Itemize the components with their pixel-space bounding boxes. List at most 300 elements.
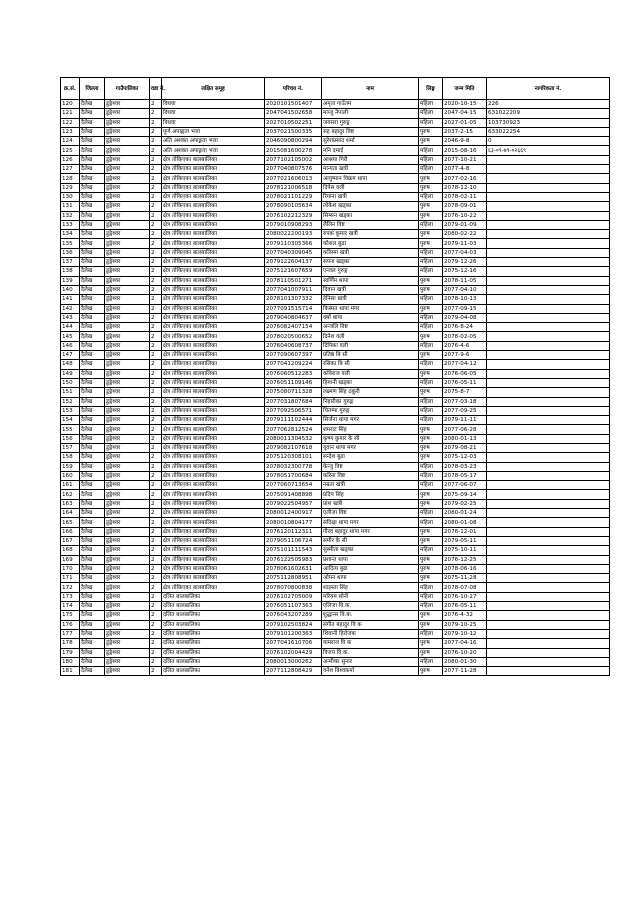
cell-serial-number: 174 — [61, 602, 80, 611]
cell-municipality: डुङ्गेश्वर — [105, 369, 150, 378]
cell-target-group: क्षेत्र तोकिएका बालबालिका — [162, 564, 265, 573]
cell-birth-date: 2015-08-16 — [443, 146, 487, 155]
cell-serial-number: 140 — [61, 285, 80, 294]
cell-citizenship-number — [487, 285, 610, 294]
cell-ward-number: 2 — [150, 629, 162, 638]
cell-id-number: 2075091408898 — [265, 490, 322, 499]
cell-birth-date: 2077-04-03 — [443, 248, 487, 257]
cell-id-number: 2079010908293 — [265, 220, 322, 229]
cell-district: दैलेख — [80, 369, 105, 378]
cell-serial-number: 120 — [61, 100, 80, 109]
cell-name: यामराज वि क — [322, 639, 419, 648]
header-district: जिल्ला — [80, 78, 105, 100]
cell-target-group: क्षेत्र तोकिएका बालबालिका — [162, 397, 265, 406]
cell-id-number: 2076040608737 — [265, 341, 322, 350]
cell-birth-date: 2075-8-7 — [443, 388, 487, 397]
cell-target-group: क्षेत्र तोकिएका बालबालिका — [162, 425, 265, 434]
table-row — [61, 481, 610, 490]
cell-gender: पुरुष — [419, 351, 443, 360]
table-row — [61, 341, 610, 350]
cell-id-number: 2078032300778 — [265, 462, 322, 471]
cell-serial-number: 127 — [61, 165, 80, 174]
table-row — [61, 211, 610, 220]
cell-gender: पुरुष — [419, 564, 443, 573]
cell-district: दैलेख — [80, 490, 105, 499]
cell-district: दैलेख — [80, 443, 105, 452]
cell-id-number: 2076102004429 — [265, 648, 322, 657]
cell-id-number: 2079110305366 — [265, 239, 322, 248]
cell-gender: महिला — [419, 165, 443, 174]
cell-municipality: डुङ्गेश्वर — [105, 602, 150, 611]
cell-citizenship-number — [487, 425, 610, 434]
cell-district: दैलेख — [80, 165, 105, 174]
cell-name: लक्ष्मण सिंह ठकुरी — [322, 388, 419, 397]
cell-ward-number: 2 — [150, 313, 162, 322]
cell-target-group: क्षेत्र तोकिएका बालबालिका — [162, 536, 265, 545]
cell-ward-number: 2 — [150, 378, 162, 387]
cell-gender: महिला — [419, 397, 443, 406]
cell-citizenship-number — [487, 406, 610, 415]
cell-citizenship-number — [487, 155, 610, 164]
table-row — [61, 276, 610, 285]
cell-birth-date: 2076-4-32 — [443, 611, 487, 620]
cell-ward-number: 2 — [150, 239, 162, 248]
cell-serial-number: 137 — [61, 258, 80, 267]
cell-id-number: 2078061602631 — [265, 564, 322, 573]
table-row — [61, 620, 610, 629]
cell-serial-number: 156 — [61, 434, 80, 443]
cell-gender: महिला — [419, 248, 443, 257]
cell-serial-number: 122 — [61, 118, 80, 127]
cell-citizenship-number — [487, 518, 610, 527]
cell-target-group: क्षेत्र तोकिएका बालबालिका — [162, 155, 265, 164]
cell-id-number: 2077060713654 — [265, 481, 322, 490]
cell-id-number: 2080022200193 — [265, 230, 322, 239]
cell-birth-date: 2079-11-11 — [443, 416, 487, 425]
cell-birth-date: 2078-02-11 — [443, 192, 487, 201]
cell-id-number: 2080010804177 — [265, 518, 322, 527]
cell-ward-number: 2 — [150, 536, 162, 545]
cell-citizenship-number — [487, 276, 610, 285]
cell-birth-date: 2027-01-05 — [443, 118, 487, 127]
cell-target-group: पूर्ण अपाङ्गता भत्ता — [162, 127, 265, 136]
cell-district: दैलेख — [80, 406, 105, 415]
cell-municipality: डुङ्गेश्वर — [105, 239, 150, 248]
cell-target-group: दलित बालबालिका — [162, 602, 265, 611]
cell-birth-date: 2077-03-18 — [443, 397, 487, 406]
cell-district: दैलेख — [80, 509, 105, 518]
cell-target-group: विधवा — [162, 118, 265, 127]
cell-birth-date: 2077-4-8 — [443, 165, 487, 174]
cell-ward-number: 2 — [150, 388, 162, 397]
cell-serial-number: 134 — [61, 230, 80, 239]
table-row — [61, 100, 610, 109]
cell-ward-number: 2 — [150, 183, 162, 192]
cell-name: आयुष्मान विक्रम थापा — [322, 174, 419, 183]
cell-name: प्रदिप सिंह — [322, 490, 419, 499]
cell-gender: पुरुष — [419, 434, 443, 443]
cell-ward-number: 2 — [150, 602, 162, 611]
table-row — [61, 248, 610, 257]
cell-serial-number: 147 — [61, 351, 80, 360]
cell-gender: पुरुष — [419, 443, 443, 452]
cell-target-group: क्षेत्र तोकिएका बालबालिका — [162, 443, 265, 452]
cell-ward-number: 2 — [150, 304, 162, 313]
cell-id-number: 2076122505983 — [265, 555, 322, 564]
cell-citizenship-number — [487, 211, 610, 220]
cell-gender: महिला — [419, 118, 443, 127]
cell-id-number: 2047041502658 — [265, 109, 322, 118]
cell-serial-number: 152 — [61, 397, 80, 406]
cell-birth-date: 2079-10-25 — [443, 620, 487, 629]
cell-name: कौशल बुढा — [322, 239, 419, 248]
cell-birth-date: 2078-09-01 — [443, 202, 487, 211]
cell-ward-number: 2 — [150, 425, 162, 434]
cell-id-number: 2077062812524 — [265, 425, 322, 434]
cell-name: युवान थापा मगर — [322, 443, 419, 452]
cell-target-group: क्षेत्र तोकिएका बालबालिका — [162, 332, 265, 341]
cell-target-group: क्षेत्र तोकिएका बालबालिका — [162, 574, 265, 583]
table-row — [61, 536, 610, 545]
cell-birth-date: 2080-01-13 — [443, 434, 487, 443]
cell-target-group: क्षेत्र तोकिएका बालबालिका — [162, 295, 265, 304]
cell-id-number: 2078110501271 — [265, 276, 322, 285]
cell-citizenship-number — [487, 648, 610, 657]
cell-name: अन्मीका सुनार — [322, 657, 419, 666]
cell-district: दैलेख — [80, 118, 105, 127]
cell-name: वर्षा थापा — [322, 313, 419, 322]
cell-citizenship-number — [487, 620, 610, 629]
cell-id-number: 2078121006518 — [265, 183, 322, 192]
table-row — [61, 499, 610, 508]
cell-birth-date: 2080-01-30 — [443, 657, 487, 666]
cell-target-group: क्षेत्र तोकिएका बालबालिका — [162, 258, 265, 267]
cell-district: दैलेख — [80, 137, 105, 146]
cell-id-number: 2077102105002 — [265, 155, 322, 164]
cell-citizenship-number — [487, 267, 610, 276]
cell-id-number: 2080011304532 — [265, 434, 322, 443]
cell-citizenship-number: ६३-०९-७९-०२६६९ — [487, 146, 610, 155]
cell-gender: पुरुष — [419, 211, 443, 220]
cell-municipality: डुङ्गेश्वर — [105, 202, 150, 211]
cell-name: दिनेश वली — [322, 332, 419, 341]
cell-name: केन्जु विष्ट — [322, 462, 419, 471]
cell-id-number: 2079111102444 — [265, 416, 322, 425]
cell-name: लोकेश खड्का — [322, 202, 419, 211]
cell-district: दैलेख — [80, 518, 105, 527]
cell-id-number: 2079051106724 — [265, 536, 322, 545]
cell-ward-number: 2 — [150, 667, 162, 676]
cell-citizenship-number — [487, 629, 610, 638]
cell-district: दैलेख — [80, 248, 105, 257]
cell-name: नम्रता खत्री — [322, 481, 419, 490]
cell-citizenship-number — [487, 453, 610, 462]
cell-birth-date: 2078-12-10 — [443, 183, 487, 192]
cell-serial-number: 167 — [61, 536, 80, 545]
cell-district: दैलेख — [80, 155, 105, 164]
cell-birth-date: 2075-12-16 — [443, 267, 487, 276]
cell-target-group: दलित बालबालिका — [162, 657, 265, 666]
cell-id-number: 2076120112311 — [265, 527, 322, 536]
cell-district: दैलेख — [80, 276, 105, 285]
cell-citizenship-number: 631022209 — [487, 109, 610, 118]
table-row — [61, 155, 610, 164]
cell-district: दैलेख — [80, 434, 105, 443]
cell-gender: पुरुष — [419, 174, 443, 183]
cell-target-group: दलित बालबालिका — [162, 611, 265, 620]
cell-district: दैलेख — [80, 536, 105, 545]
header-municipality: गाउँपालिका — [105, 78, 150, 100]
cell-ward-number: 2 — [150, 490, 162, 499]
cell-name: रुपक कुमार खत्री — [322, 230, 419, 239]
cell-citizenship-number — [487, 499, 610, 508]
table-row — [61, 127, 610, 136]
cell-ward-number: 2 — [150, 248, 162, 257]
cell-birth-date: 2076-10-27 — [443, 592, 487, 601]
cell-name: रसिका बि सी — [322, 360, 419, 369]
cell-id-number: 2078101307332 — [265, 295, 322, 304]
cell-serial-number: 161 — [61, 481, 80, 490]
cell-gender: महिला — [419, 100, 443, 109]
table-row — [61, 397, 610, 406]
cell-district: दैलेख — [80, 351, 105, 360]
cell-name: हिमानी खड्का — [322, 378, 419, 387]
cell-name: ओमन थापा — [322, 574, 419, 583]
table-row — [61, 574, 610, 583]
cell-ward-number: 2 — [150, 481, 162, 490]
cell-gender: पुरुष — [419, 611, 443, 620]
cell-id-number: 2078020500652 — [265, 332, 322, 341]
table-row — [61, 443, 610, 452]
cell-birth-date: 2079-02-25 — [443, 499, 487, 508]
cell-municipality: डुङ्गेश्वर — [105, 100, 150, 109]
cell-gender: महिला — [419, 192, 443, 201]
cell-citizenship-number — [487, 509, 610, 518]
cell-name: शिवानी हिरोजक — [322, 629, 419, 638]
table-row — [61, 657, 610, 666]
cell-district: दैलेख — [80, 146, 105, 155]
cell-serial-number: 131 — [61, 202, 80, 211]
cell-serial-number: 169 — [61, 555, 80, 564]
cell-id-number: 2076102705009 — [265, 592, 322, 601]
cell-id-number: 2079102503824 — [265, 620, 322, 629]
table-row — [61, 239, 610, 248]
cell-municipality: डुङ्गेश्वर — [105, 518, 150, 527]
table-row — [61, 388, 610, 397]
cell-target-group: क्षेत्र तोकिएका बालबालिका — [162, 518, 265, 527]
cell-municipality: डुङ्गेश्वर — [105, 165, 150, 174]
cell-target-group: क्षेत्र तोकिएका बालबालिका — [162, 220, 265, 229]
cell-target-group: क्षेत्र तोकिएका बालबालिका — [162, 546, 265, 555]
cell-ward-number: 2 — [150, 332, 162, 341]
cell-municipality: डुङ्गेश्वर — [105, 285, 150, 294]
cell-ward-number: 2 — [150, 564, 162, 573]
table-body — [61, 100, 610, 676]
cell-district: दैलेख — [80, 378, 105, 387]
cell-citizenship-number — [487, 462, 610, 471]
cell-gender: पुरुष — [419, 667, 443, 676]
cell-target-group: क्षेत्र तोकिएका बालबालिका — [162, 276, 265, 285]
cell-ward-number: 2 — [150, 527, 162, 536]
table-row — [61, 351, 610, 360]
cell-citizenship-number — [487, 602, 610, 611]
cell-district: दैलेख — [80, 295, 105, 304]
cell-birth-date: 2079-10-12 — [443, 629, 487, 638]
table-row — [61, 109, 610, 118]
cell-ward-number: 2 — [150, 323, 162, 332]
cell-birth-date: 2080-01-24 — [443, 509, 487, 518]
cell-serial-number: 144 — [61, 323, 80, 332]
cell-target-group: क्षेत्र तोकिएका बालबालिका — [162, 527, 265, 536]
cell-id-number: 2079040804637 — [265, 313, 322, 322]
table-row — [61, 295, 610, 304]
cell-serial-number: 150 — [61, 378, 80, 387]
table-row — [61, 258, 610, 267]
cell-id-number: 2079122604137 — [265, 258, 322, 267]
cell-birth-date: 2077-09-25 — [443, 406, 487, 415]
cell-serial-number: 180 — [61, 657, 80, 666]
cell-district: दैलेख — [80, 453, 105, 462]
cell-municipality: डुङ्गेश्वर — [105, 211, 150, 220]
cell-birth-date: 2079-05-11 — [443, 536, 487, 545]
table-row — [61, 490, 610, 499]
cell-id-number: 2079022504957 — [265, 499, 322, 508]
cell-birth-date: 2076-10-22 — [443, 211, 487, 220]
cell-target-group: क्षेत्र तोकिएका बालबालिका — [162, 490, 265, 499]
header-gender: लिङ्ग — [419, 78, 443, 100]
cell-birth-date: 2078-06-16 — [443, 564, 487, 573]
cell-name: आदित्य बुढा — [322, 564, 419, 573]
cell-name: संगीत बहादुर वि क — [322, 620, 419, 629]
cell-name: विजय वि.क. — [322, 648, 419, 657]
table-row — [61, 527, 610, 536]
cell-id-number: 2046090800294 — [265, 137, 322, 146]
cell-name: समीर के सी — [322, 536, 419, 545]
cell-birth-date: 2047-04-15 — [443, 109, 487, 118]
cell-birth-date: 2037-2-15 — [443, 127, 487, 136]
cell-municipality: डुङ्गेश्वर — [105, 267, 150, 276]
cell-id-number: 2076051107363 — [265, 602, 322, 611]
cell-birth-date: 2079-01-09 — [443, 220, 487, 229]
cell-gender: महिला — [419, 462, 443, 471]
cell-ward-number: 2 — [150, 574, 162, 583]
cell-id-number: 2075121607659 — [265, 267, 322, 276]
cell-name: सन्देश बुढा — [322, 453, 419, 462]
table-row — [61, 434, 610, 443]
cell-citizenship-number — [487, 202, 610, 211]
cell-ward-number: 2 — [150, 657, 162, 666]
cell-target-group: क्षेत्र तोकिएका बालबालिका — [162, 453, 265, 462]
cell-municipality: डुङ्गेश्वर — [105, 536, 150, 545]
cell-birth-date: 2077-11-28 — [443, 667, 487, 676]
cell-district: दैलेख — [80, 639, 105, 648]
cell-municipality: डुङ्गेश्वर — [105, 397, 150, 406]
table-row — [61, 267, 610, 276]
cell-municipality: डुङ्गेश्वर — [105, 304, 150, 313]
cell-municipality: डुङ्गेश्वर — [105, 341, 150, 350]
cell-target-group: क्षेत्र तोकिएका बालबालिका — [162, 313, 265, 322]
cell-serial-number: 121 — [61, 109, 80, 118]
cell-ward-number: 2 — [150, 416, 162, 425]
cell-municipality: डुङ्गेश्वर — [105, 313, 150, 322]
cell-target-group: क्षेत्र तोकिएका बालबालिका — [162, 192, 265, 201]
cell-id-number: 2076060512283 — [265, 369, 322, 378]
cell-serial-number: 175 — [61, 611, 80, 620]
cell-serial-number: 168 — [61, 546, 80, 555]
cell-serial-number: 135 — [61, 239, 80, 248]
cell-serial-number: 181 — [61, 667, 80, 676]
cell-name: यनेश विश्वकर्मा — [322, 667, 419, 676]
cell-target-group: क्षेत्र तोकिएका बालबालिका — [162, 341, 265, 350]
cell-gender: पुरुष — [419, 137, 443, 146]
cell-name: दिपेस वली — [322, 183, 419, 192]
cell-municipality: डुङ्गेश्वर — [105, 527, 150, 536]
cell-target-group: विधवा — [162, 100, 265, 109]
table-row — [61, 602, 610, 611]
cell-name: आश्रया गिरी — [322, 155, 419, 164]
cell-gender: पुरुष — [419, 648, 443, 657]
cell-gender: महिला — [419, 155, 443, 164]
cell-ward-number: 2 — [150, 397, 162, 406]
cell-district: दैलेख — [80, 323, 105, 332]
cell-target-group: क्षेत्र तोकिएका बालबालिका — [162, 416, 265, 425]
cell-ward-number: 2 — [150, 434, 162, 443]
cell-ward-number: 2 — [150, 220, 162, 229]
cell-municipality: डुङ्गेश्वर — [105, 574, 150, 583]
cell-name: मञ्जु नेपाली — [322, 109, 419, 118]
cell-target-group: क्षेत्र तोकिएका बालबालिका — [162, 202, 265, 211]
cell-municipality: डुङ्गेश्वर — [105, 351, 150, 360]
cell-id-number: 2077112808429 — [265, 667, 322, 676]
table-row — [61, 416, 610, 425]
cell-id-number: 2079101200363 — [265, 629, 322, 638]
cell-birth-date: 2076-12-01 — [443, 527, 487, 536]
cell-citizenship-number — [487, 397, 610, 406]
cell-id-number: 2077040807576 — [265, 165, 322, 174]
cell-district: दैलेख — [80, 416, 105, 425]
cell-citizenship-number — [487, 434, 610, 443]
cell-municipality: डुङ्गेश्वर — [105, 481, 150, 490]
cell-target-group: क्षेत्र तोकिएका बालबालिका — [162, 183, 265, 192]
cell-ward-number: 2 — [150, 592, 162, 601]
cell-municipality: डुङ्गेश्वर — [105, 546, 150, 555]
header-id-number: परिचय नं. — [265, 78, 322, 100]
cell-birth-date: 2079-04-08 — [443, 313, 487, 322]
table-row — [61, 137, 610, 146]
cell-name: मरियम सोनी — [322, 592, 419, 601]
cell-gender: महिला — [419, 416, 443, 425]
cell-municipality: डुङ्गेश्वर — [105, 388, 150, 397]
cell-citizenship-number: 103730923 — [487, 118, 610, 127]
cell-name: शाइस्ता सिंह — [322, 583, 419, 592]
cell-serial-number: 132 — [61, 211, 80, 220]
cell-id-number: 2075120308101 — [265, 453, 322, 462]
cell-serial-number: 170 — [61, 564, 80, 573]
table-row — [61, 202, 610, 211]
beneficiary-table — [60, 77, 610, 676]
cell-name: मान्यता खत्री — [322, 165, 419, 174]
cell-citizenship-number — [487, 304, 610, 313]
cell-ward-number: 2 — [150, 192, 162, 201]
cell-ward-number: 2 — [150, 127, 162, 136]
cell-name: प्रतिष्ठ बि सी — [322, 351, 419, 360]
cell-birth-date: 2076-06-05 — [443, 369, 487, 378]
cell-district: दैलेख — [80, 574, 105, 583]
cell-birth-date: 2077-02-16 — [443, 174, 487, 183]
cell-target-group: क्षेत्र तोकिएका बालबालिका — [162, 369, 265, 378]
cell-gender: महिला — [419, 220, 443, 229]
cell-gender: महिला — [419, 341, 443, 350]
